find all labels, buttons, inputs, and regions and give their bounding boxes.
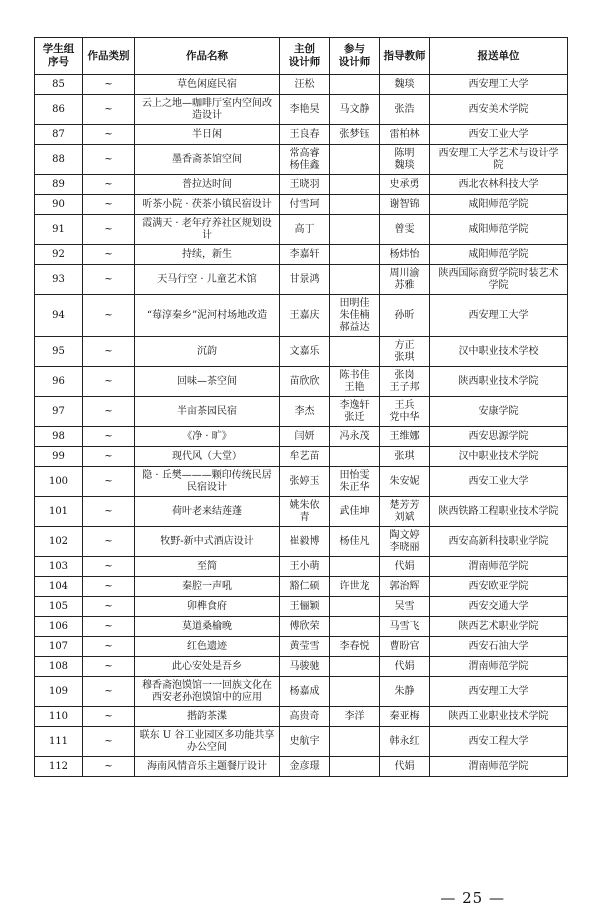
cell-category: ~ (83, 557, 135, 577)
cell-unit: 西安理工大学 (430, 677, 568, 707)
cell-lead-designer: 李艳昊 (280, 95, 330, 125)
cell-number: 100 (35, 467, 83, 497)
cell-lead-designer: 杨嘉成 (280, 677, 330, 707)
document-page (34, 37, 567, 907)
table-row (35, 337, 568, 367)
cell-number: 87 (35, 125, 83, 145)
cell-participating-designer (330, 265, 380, 295)
cell-unit: 陕西铁路工程职业技术学院 (430, 497, 568, 527)
cell-lead-designer: 闫妍 (280, 427, 330, 447)
cell-number: 107 (35, 637, 83, 657)
cell-lead-designer: 黄莹雪 (280, 637, 330, 657)
cell-tutor: 吴雪 (380, 597, 430, 617)
header-category: 作品类别 (83, 38, 135, 75)
cell-participating-designer (330, 727, 380, 757)
cell-number: 90 (35, 195, 83, 215)
cell-number: 91 (35, 215, 83, 245)
cell-number: 110 (35, 707, 83, 727)
cell-work-name: “莓淳秦乡”泥河村场地改造 (135, 295, 280, 337)
cell-tutor: 陶文婷 李晓丽 (380, 527, 430, 557)
cell-category: ~ (83, 397, 135, 427)
cell-work-name: 墨香斋茶馆空间 (135, 145, 280, 175)
table-row (35, 397, 568, 427)
cell-work-name: 听茶小院 · 茯茶小镇民宿设计 (135, 195, 280, 215)
cell-lead-designer: 李嘉轩 (280, 245, 330, 265)
table-row (35, 245, 568, 265)
cell-lead-designer: 王良春 (280, 125, 330, 145)
cell-work-name: 卯榫食府 (135, 597, 280, 617)
cell-participating-designer (330, 215, 380, 245)
cell-number: 101 (35, 497, 83, 527)
cell-number: 85 (35, 75, 83, 95)
cell-category: ~ (83, 657, 135, 677)
cell-work-name: 隐 · 丘樊———颗印传统民居 民宿设计 (135, 467, 280, 497)
cell-lead-designer: 李杰 (280, 397, 330, 427)
table-row (35, 195, 568, 215)
table-row (35, 215, 568, 245)
cell-unit: 渭南师范学院 (430, 757, 568, 777)
cell-participating-designer (330, 337, 380, 367)
cell-category: ~ (83, 337, 135, 367)
cell-work-name: 沉韵 (135, 337, 280, 367)
cell-tutor: 代娟 (380, 657, 430, 677)
cell-work-name: 海南风情音乐主题餐厅设计 (135, 757, 280, 777)
cell-number: 93 (35, 265, 83, 295)
header-lead-designer: 主创 设计师 (280, 38, 330, 75)
cell-number: 106 (35, 617, 83, 637)
cell-category: ~ (83, 427, 135, 447)
table-row (35, 757, 568, 777)
cell-number: 109 (35, 677, 83, 707)
cell-participating-designer: 田明佳 朱佳楠 郝益达 (330, 295, 380, 337)
cell-tutor: 秦亚梅 (380, 707, 430, 727)
cell-tutor: 郭治辉 (380, 577, 430, 597)
cell-number: 92 (35, 245, 83, 265)
cell-participating-designer: 许世龙 (330, 577, 380, 597)
table-row (35, 617, 568, 637)
cell-participating-designer: 李逸轩 张迁 (330, 397, 380, 427)
cell-lead-designer: 苗欣欣 (280, 367, 330, 397)
cell-unit: 西安工程大学 (430, 727, 568, 757)
cell-number: 112 (35, 757, 83, 777)
cell-lead-designer: 高贵奇 (280, 707, 330, 727)
cell-participating-designer: 武佳坤 (330, 497, 380, 527)
cell-lead-designer: 付雪珂 (280, 195, 330, 215)
cell-category: ~ (83, 195, 135, 215)
table-row (35, 427, 568, 447)
table-row (35, 557, 568, 577)
awards-table (34, 37, 568, 777)
cell-participating-designer (330, 677, 380, 707)
table-row (35, 125, 568, 145)
cell-unit: 西安石油大学 (430, 637, 568, 657)
table-row (35, 677, 568, 707)
cell-tutor: 方正 张琪 (380, 337, 430, 367)
cell-number: 108 (35, 657, 83, 677)
cell-tutor: 陈明 魏琰 (380, 145, 430, 175)
cell-work-name: 天马行空 · 儿童艺术馆 (135, 265, 280, 295)
cell-work-name: 牧野-新中式酒店设计 (135, 527, 280, 557)
cell-participating-designer (330, 447, 380, 467)
header-tutor: 指导教师 (380, 38, 430, 75)
cell-category: ~ (83, 265, 135, 295)
cell-unit: 西安理工大学 (430, 75, 568, 95)
cell-category: ~ (83, 497, 135, 527)
cell-number: 104 (35, 577, 83, 597)
cell-tutor: 张岗 王子邦 (380, 367, 430, 397)
cell-tutor: 张浩 (380, 95, 430, 125)
cell-participating-designer: 李洋 (330, 707, 380, 727)
cell-unit: 西安高新科技职业学院 (430, 527, 568, 557)
table-row (35, 707, 568, 727)
cell-participating-designer (330, 557, 380, 577)
cell-tutor: 韩永红 (380, 727, 430, 757)
cell-category: ~ (83, 757, 135, 777)
cell-participating-designer (330, 597, 380, 617)
cell-unit: 渭南师范学院 (430, 657, 568, 677)
cell-lead-designer: 常高睿 杨佳鑫 (280, 145, 330, 175)
cell-unit: 咸阳师范学院 (430, 215, 568, 245)
cell-number: 94 (35, 295, 83, 337)
cell-work-name: 半日闲 (135, 125, 280, 145)
cell-tutor: 朱安妮 (380, 467, 430, 497)
cell-work-name: 联东 U 谷工业园区多功能共享 办公空间 (135, 727, 280, 757)
cell-tutor: 曹盼官 (380, 637, 430, 657)
cell-lead-designer: 文嘉乐 (280, 337, 330, 367)
cell-unit: 西安思源学院 (430, 427, 568, 447)
cell-participating-designer: 杨佳凡 (330, 527, 380, 557)
cell-participating-designer: 李春悦 (330, 637, 380, 657)
cell-category: ~ (83, 75, 135, 95)
cell-participating-designer: 马文静 (330, 95, 380, 125)
cell-category: ~ (83, 145, 135, 175)
cell-participating-designer (330, 175, 380, 195)
cell-category: ~ (83, 577, 135, 597)
cell-lead-designer: 姚朱依 青 (280, 497, 330, 527)
cell-participating-designer: 冯永茂 (330, 427, 380, 447)
cell-tutor: 代娟 (380, 557, 430, 577)
cell-category: ~ (83, 215, 135, 245)
cell-participating-designer (330, 145, 380, 175)
table-row (35, 527, 568, 557)
table-row (35, 367, 568, 397)
cell-category: ~ (83, 617, 135, 637)
table-row (35, 75, 568, 95)
cell-tutor: 史承勇 (380, 175, 430, 195)
cell-work-name: 霞满天 · 老年疗养社区规划设 计 (135, 215, 280, 245)
cell-category: ~ (83, 95, 135, 125)
cell-tutor: 雷柏林 (380, 125, 430, 145)
cell-category: ~ (83, 175, 135, 195)
header-participating-designer: 参与 设计师 (330, 38, 380, 75)
header-student-no: 学生组 序号 (35, 38, 83, 75)
cell-lead-designer: 王俪颖 (280, 597, 330, 617)
cell-unit: 西安工业大学 (430, 467, 568, 497)
cell-unit: 西安美术学院 (430, 95, 568, 125)
cell-unit: 西安工业大学 (430, 125, 568, 145)
cell-number: 89 (35, 175, 83, 195)
cell-unit: 汉中职业技术学校 (430, 337, 568, 367)
cell-lead-designer: 史航宇 (280, 727, 330, 757)
table-row (35, 295, 568, 337)
table-row (35, 657, 568, 677)
cell-work-name: 《净 · 旷》 (135, 427, 280, 447)
cell-participating-designer (330, 245, 380, 265)
cell-tutor: 楚芳芳 刘斌 (380, 497, 430, 527)
table-row (35, 577, 568, 597)
cell-tutor: 王维娜 (380, 427, 430, 447)
cell-work-name: 莫道桑榆晚 (135, 617, 280, 637)
cell-unit: 西安理工大学 (430, 295, 568, 337)
cell-number: 98 (35, 427, 83, 447)
cell-number: 103 (35, 557, 83, 577)
cell-work-name: 现代风（大堂） (135, 447, 280, 467)
table-row (35, 597, 568, 617)
cell-work-name: 普拉达时间 (135, 175, 280, 195)
cell-category: ~ (83, 367, 135, 397)
page-number: — 25 — (440, 889, 505, 907)
table-row (35, 145, 568, 175)
table-row (35, 447, 568, 467)
cell-number: 99 (35, 447, 83, 467)
cell-unit: 安康学院 (430, 397, 568, 427)
cell-number: 96 (35, 367, 83, 397)
cell-participating-designer (330, 195, 380, 215)
cell-tutor: 马雪飞 (380, 617, 430, 637)
cell-work-name: 揩韵茶渫 (135, 707, 280, 727)
cell-tutor: 孙昕 (380, 295, 430, 337)
cell-lead-designer: 牟艺苗 (280, 447, 330, 467)
cell-tutor: 曾雯 (380, 215, 430, 245)
cell-lead-designer: 高丁 (280, 215, 330, 245)
cell-category: ~ (83, 447, 135, 467)
cell-category: ~ (83, 295, 135, 337)
cell-lead-designer: 傅欣荣 (280, 617, 330, 637)
table-row (35, 467, 568, 497)
cell-tutor: 朱静 (380, 677, 430, 707)
cell-lead-designer: 张婷玉 (280, 467, 330, 497)
cell-category: ~ (83, 707, 135, 727)
cell-tutor: 魏琰 (380, 75, 430, 95)
cell-lead-designer: 金彦璟 (280, 757, 330, 777)
cell-unit: 咸阳师范学院 (430, 245, 568, 265)
cell-number: 102 (35, 527, 83, 557)
cell-category: ~ (83, 527, 135, 557)
table-row (35, 265, 568, 295)
cell-participating-designer: 陈书佳 王艳 (330, 367, 380, 397)
cell-work-name: 至简 (135, 557, 280, 577)
cell-tutor: 代娟 (380, 757, 430, 777)
cell-number: 86 (35, 95, 83, 125)
cell-unit: 渭南师范学院 (430, 557, 568, 577)
header-work-name: 作品名称 (135, 38, 280, 75)
cell-participating-designer: 田怡雯 朱正华 (330, 467, 380, 497)
cell-lead-designer: 王嘉庆 (280, 295, 330, 337)
cell-unit: 陕西艺术职业学院 (430, 617, 568, 637)
cell-category: ~ (83, 245, 135, 265)
cell-work-name: 半亩茶园民宿 (135, 397, 280, 427)
cell-lead-designer: 甘景鸿 (280, 265, 330, 295)
cell-work-name: 荷叶老来结莲蓬 (135, 497, 280, 527)
cell-lead-designer: 汪松 (280, 75, 330, 95)
cell-unit: 陕西职业技术学院 (430, 367, 568, 397)
cell-number: 95 (35, 337, 83, 367)
cell-lead-designer: 王晓羽 (280, 175, 330, 195)
cell-tutor: 谢智锦 (380, 195, 430, 215)
cell-category: ~ (83, 597, 135, 617)
cell-lead-designer: 崔毅博 (280, 527, 330, 557)
cell-participating-designer (330, 657, 380, 677)
cell-work-name: 回味—茶空间 (135, 367, 280, 397)
cell-unit: 西安理工大学艺术与设计学 院 (430, 145, 568, 175)
cell-number: 105 (35, 597, 83, 617)
cell-unit: 咸阳师范学院 (430, 195, 568, 215)
cell-lead-designer: 王小萌 (280, 557, 330, 577)
cell-work-name: 云上之地—咖啡厅室内空间改 造设计 (135, 95, 280, 125)
cell-work-name: 秦腔一声吼 (135, 577, 280, 597)
cell-category: ~ (83, 637, 135, 657)
cell-unit: 西北农林科技大学 (430, 175, 568, 195)
cell-participating-designer: 张梦钰 (330, 125, 380, 145)
cell-lead-designer: 豁仁硕 (280, 577, 330, 597)
cell-work-name: 此心安处是吾乡 (135, 657, 280, 677)
cell-work-name: 持续，新生 (135, 245, 280, 265)
cell-participating-designer (330, 617, 380, 637)
cell-category: ~ (83, 727, 135, 757)
cell-unit: 陕西国际商贸学院时装艺术 学院 (430, 265, 568, 295)
table-row (35, 175, 568, 195)
cell-tutor: 杨炜怡 (380, 245, 430, 265)
cell-lead-designer: 马骏驰 (280, 657, 330, 677)
cell-number: 111 (35, 727, 83, 757)
cell-unit: 西安交通大学 (430, 597, 568, 617)
cell-work-name: 草色闲庭民宿 (135, 75, 280, 95)
cell-unit: 陕西工业职业技术学院 (430, 707, 568, 727)
cell-work-name: 穆香斋泡馍馆一一回族文化在 西安老孙泡馍馆中的应用 (135, 677, 280, 707)
table-header-row (35, 38, 568, 75)
cell-unit: 西安欧亚学院 (430, 577, 568, 597)
cell-tutor: 周川渝 苏雅 (380, 265, 430, 295)
cell-category: ~ (83, 467, 135, 497)
cell-tutor: 王兵 党中华 (380, 397, 430, 427)
cell-tutor: 张琪 (380, 447, 430, 467)
cell-participating-designer (330, 757, 380, 777)
cell-number: 97 (35, 397, 83, 427)
cell-number: 88 (35, 145, 83, 175)
header-unit: 报送单位 (430, 38, 568, 75)
cell-work-name: 红色遗迹 (135, 637, 280, 657)
cell-unit: 汉中职业技术学院 (430, 447, 568, 467)
cell-category: ~ (83, 677, 135, 707)
table-row (35, 637, 568, 657)
table-row (35, 727, 568, 757)
cell-category: ~ (83, 125, 135, 145)
cell-participating-designer (330, 75, 380, 95)
table-row (35, 497, 568, 527)
table-row (35, 95, 568, 125)
